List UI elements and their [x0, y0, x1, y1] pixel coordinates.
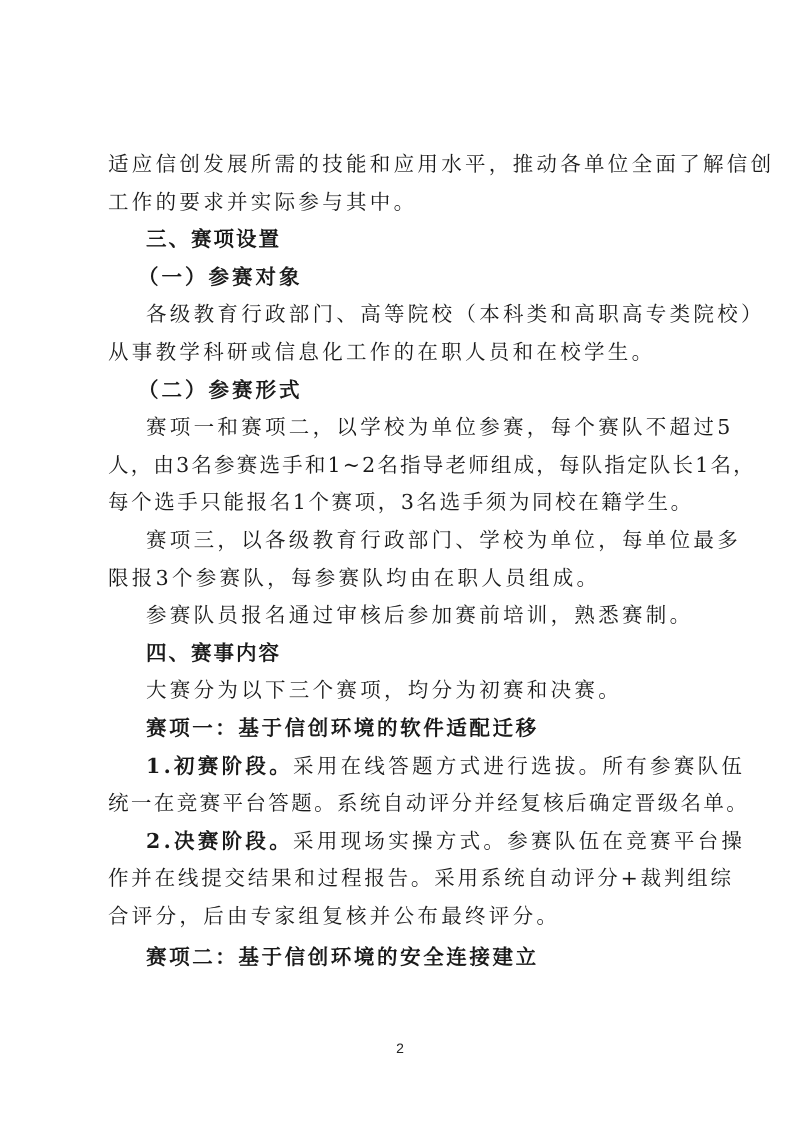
page-number: 2: [396, 1040, 404, 1056]
paragraph-line: 限报3个参赛队，每参赛队均由在职人员组成。: [108, 565, 601, 590]
paragraph-line: 每个选手只能报名1个赛项，3名选手须为同校在籍学生。: [108, 490, 694, 515]
paragraph-line: 各级教育行政部门、高等院校（本科类和高职高专类院校）: [146, 302, 765, 327]
paragraph-line: [108, 823, 746, 861]
paragraph-line: 作并在线提交结果和过程报告。采用系统自动评分+裁判组综: [108, 866, 734, 891]
paragraph-line: 赛项一和赛项二，以学校为单位参赛，每个赛队不超过5: [146, 415, 734, 440]
subsection-heading-participants: （一）参赛对象: [138, 264, 303, 289]
event-heading-1: 赛项一：基于信创环境的软件适配迁移: [146, 715, 539, 740]
document-page: [108, 146, 775, 977]
paragraph-line: 人，由3名参赛选手和1~2名指导老师组成，每队指定队长1名，: [108, 452, 756, 477]
section-heading-3: 三、赛项设置: [146, 227, 281, 252]
paragraph-line: 统一在竞赛平台答题。系统自动评分并经复核后确定晋级名单。: [108, 791, 750, 816]
paragraph-line: 赛项三，以各级教育行政部门、学校为单位，每单位最多: [146, 527, 741, 552]
paragraph-line: 参赛队员报名通过审核后参加赛前培训，熟悉赛制。: [146, 603, 694, 628]
paragraph-line: 工作的要求并实际参与其中。: [108, 189, 418, 214]
paragraph-text: 采用现场实操方式。参赛队伍在竞赛平台操: [293, 828, 746, 853]
subsection-heading-format: （二）参赛形式: [138, 377, 303, 402]
paragraph-line: 从事教学科研或信息化工作的在职人员和在校学生。: [108, 339, 656, 364]
event-heading-2: 赛项二：基于信创环境的安全连接建立: [146, 945, 539, 970]
paragraph-line: 合评分，后由专家组复核并公布最终评分。: [108, 903, 561, 928]
paragraph-line: [108, 748, 746, 786]
stage-label-final: 2.决赛阶段。: [146, 828, 294, 853]
stage-label-preliminary: 1.初赛阶段。: [146, 753, 294, 778]
paragraph-text: 采用在线答题方式进行选拔。所有参赛队伍: [293, 753, 746, 778]
paragraph-line: 大赛分为以下三个赛项，均分为初赛和决赛。: [146, 678, 622, 703]
section-heading-4: 四、赛事内容: [146, 640, 281, 665]
paragraph-line: 适应信创发展所需的技能和应用水平，推动各单位全面了解信创: [108, 152, 775, 176]
